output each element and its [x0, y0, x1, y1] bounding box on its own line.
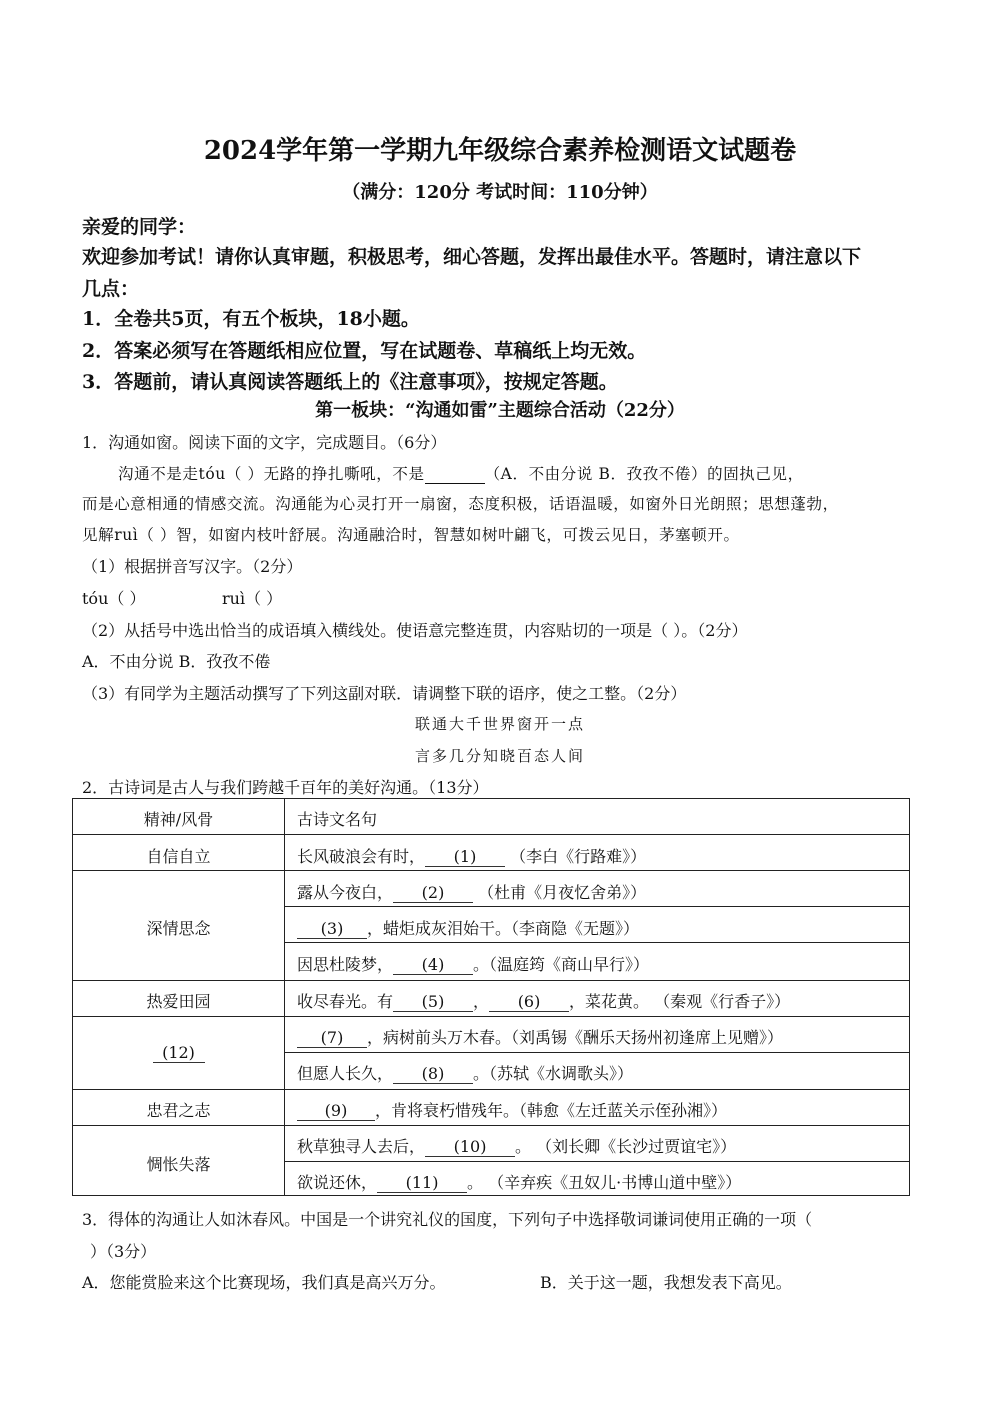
quote-source: ，菜花黄。 （秦观《行香子》） [569, 992, 791, 1011]
page-title: 2024学年第一学期九年级综合素养检测语文试题卷 [203, 136, 797, 166]
quote-source: 。（苏轼《水调歌头》） [473, 1064, 634, 1083]
quote-row [297, 1170, 741, 1193]
passage-text: 沟通不是走tóu（ ）无路的挣扎嘶吼，不是 [118, 465, 425, 483]
quote-row [297, 1025, 783, 1048]
quote-source: ，肯将衰朽惜残年。（韩愈《左迁蓝关示侄孙湘》） [375, 1101, 728, 1120]
quote-row [297, 1098, 727, 1121]
answer-blank: (7) [297, 1028, 367, 1048]
section-title: 第一板块：“沟通如雷”主题综合活动（22分） [315, 400, 685, 421]
q1-options: A．不由分说 B．孜孜不倦 [82, 652, 271, 671]
answer-blank: (10) [425, 1137, 515, 1157]
quote-source: ，蜡炬成灰泪始干。（李商隐《无题》） [367, 919, 640, 938]
q2-stem: 2．古诗词是古人与我们跨越千百年的美好沟通。（13分） [82, 778, 489, 797]
exam-subtitle: （满分：120分 考试时间：110分钟） [342, 182, 658, 203]
table-rule [73, 1016, 909, 1017]
answer-blank-12: (12) [153, 1043, 205, 1063]
pinyin-rui: ruì（ ） [222, 589, 283, 608]
quote-row [297, 916, 639, 939]
quote-source: （李白《行路难》） [505, 847, 647, 866]
answer-blank: (4) [393, 955, 473, 975]
category-cell [73, 1043, 284, 1063]
q1-sub1: （1）根据拼音写汉字。（2分） [82, 557, 303, 576]
answer-blank: (11) [377, 1173, 467, 1193]
pinyin-tou: tóu（ ） [82, 589, 146, 608]
couplet-lower: 言多几分知晓百态人间 [414, 747, 585, 765]
table-rule [73, 980, 909, 981]
quote-source: （杜甫《月夜忆舍弟》） [473, 883, 647, 902]
quote-row [297, 844, 646, 867]
notice-item: 3．答题前，请认真阅读答题纸上的《注意事项》，按规定答题。 [82, 371, 618, 393]
answer-blank: (6) [489, 992, 569, 1012]
quote-row [297, 1134, 736, 1157]
category-cell: 惆怅失落 [146, 1155, 211, 1174]
notice-item: 2．答案必须写在答题纸相应位置，写在试题卷、草稿纸上均无效。 [82, 340, 647, 362]
table-rule [73, 1089, 909, 1090]
quote-text: ， [473, 992, 490, 1011]
table-rule [284, 1161, 909, 1162]
q1-sub2: （2）从括号中选出恰当的成语填入横线处。使语意完整连贯，内容贴切的一项是（ ）。（2分） [82, 621, 748, 640]
quote-text: 但愿人长久， [297, 1064, 394, 1083]
q1-sub3: （3）有同学为主题活动撰写了下列这副对联．请调整下联的语序，使之工整。（2分） [82, 684, 687, 703]
q1-passage-line-3: 见解ruì（ ）智，如窗内枝叶舒展。沟通融洽时，智慧如树叶翩飞，可拨云见日，茅塞顿开。 [82, 526, 740, 544]
quote-text: 露从今夜白， [297, 883, 394, 902]
answer-blank: (1) [425, 847, 505, 867]
answer-blank: (2) [393, 883, 473, 903]
table-header-quotes: 古诗文名句 [297, 810, 378, 829]
q1-passage-line-1 [118, 462, 804, 484]
table-rule [284, 906, 909, 907]
q1-passage-line-2: 而是心意相通的情感交流。沟通能为心灵打开一扇窗，态度积极，话语温暖，如窗外日光朗照；思想蓬勃， [82, 495, 839, 513]
poetry-table [72, 798, 910, 1196]
answer-blank: (5) [393, 992, 473, 1012]
passage-text: （A．不由分说 B．孜孜不倦）的固执己见， [484, 465, 804, 483]
table-rule [73, 870, 909, 871]
table-divider [284, 799, 285, 1195]
quote-text: 因思杜陵梦， [297, 955, 394, 974]
quote-text: 欲说还休， [297, 1173, 378, 1192]
quote-source: 。 （辛弃疾《丑奴儿·书博山道中壁》） [467, 1173, 742, 1192]
quote-row [297, 1061, 633, 1084]
answer-blank: (9) [297, 1101, 375, 1121]
quote-text: 秋草独寻人去后， [297, 1137, 426, 1156]
quote-source: ，病树前头万木春。（刘禹锡《酬乐天扬州初逢席上见赠》） [367, 1028, 784, 1047]
notice-item: 1．全卷共5页，有五个板块，18小题。 [82, 308, 420, 330]
quote-row [297, 989, 790, 1012]
quote-text: 收尽春光。有 [297, 992, 394, 1011]
category-cell: 忠君之志 [146, 1101, 211, 1120]
table-rule [284, 942, 909, 943]
table-rule [73, 834, 909, 835]
quote-source: 。（温庭筠《商山早行》） [473, 955, 650, 974]
table-rule [284, 1052, 909, 1053]
intro-line-1: 欢迎参加考试！请你认真审题，积极思考，细心答题，发挥出最佳水平。答题时，请注意以下 [82, 246, 862, 268]
couplet-upper: 联通大千世界窗开一点 [414, 715, 585, 733]
table-header-spirit: 精神/风骨 [143, 810, 214, 829]
quote-source: 。 （刘长卿《长沙过贾谊宅》） [515, 1137, 737, 1156]
category-cell: 自信自立 [146, 847, 211, 866]
q3-stem-line-1: 3．得体的沟通让人如沐春风。中国是一个讲究礼仪的国度，下列句子中选择敬词谦词使用正确的一项（ [82, 1210, 813, 1229]
answer-blank: (3) [297, 919, 367, 939]
q1-stem: 1．沟通如窗。阅读下面的文字，完成题目。（6分） [82, 433, 447, 452]
q3-option-a: A．您能赏脸来这个比赛现场，我们真是高兴万分。 [82, 1273, 446, 1292]
intro-line-2: 几点： [82, 278, 140, 300]
category-cell: 热爱田园 [146, 992, 211, 1011]
quote-row [297, 880, 646, 903]
table-rule [73, 1125, 909, 1126]
category-cell: 深情思念 [146, 919, 211, 938]
answer-blank: (8) [393, 1064, 473, 1084]
fill-blank [425, 465, 485, 484]
q3-stem-line-2: ）（3分） [90, 1242, 157, 1261]
quote-text: 长风破浪会有时， [297, 847, 426, 866]
greeting: 亲爱的同学： [82, 216, 197, 238]
q3-option-b: B．关于这一题，我想发表下高见。 [540, 1273, 792, 1292]
quote-row [297, 952, 649, 975]
